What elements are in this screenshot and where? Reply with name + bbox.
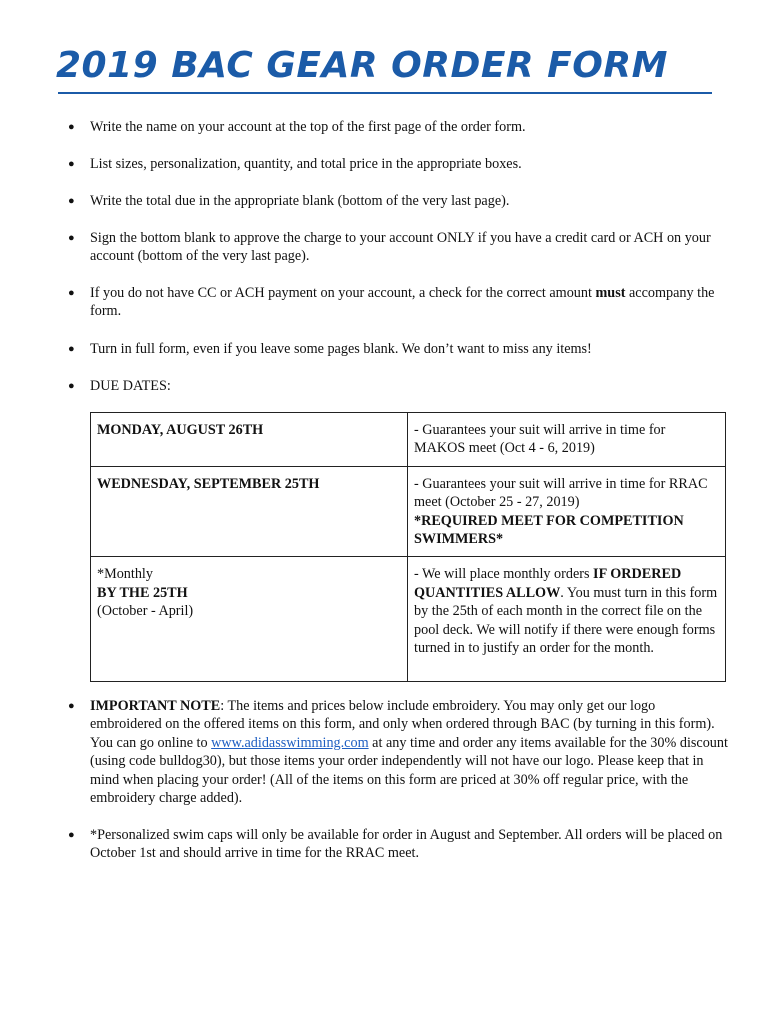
bullet-icon: ● <box>68 195 75 207</box>
bullet-icon: ● <box>68 121 75 133</box>
instruction-text: Write the total due in the appropriate blank (bottom of the very last page). <box>90 193 510 209</box>
table-row <box>91 557 726 682</box>
adidas-swimming-link[interactable]: www.adidasswimming.com <box>211 734 369 751</box>
due-date-description: - We will place monthly orders IF ORDERED QUANTITIES ALLOW. You must turn in this form by the 25th of each month in the correct file on the pool deck. We will notify if there were enough forms turned in to justify an order for the month. <box>408 557 726 682</box>
caps-note-text: *Personalized swim caps will only be available for order in August and September. All orders will be placed on October 1st and should arrive in time for the RRAC meet. <box>90 827 723 862</box>
due-date-cell: MONDAY, AUGUST 26TH <box>91 413 408 467</box>
due-dates-table <box>90 412 726 682</box>
due-dates-heading: DUE DATES: <box>90 378 171 394</box>
due-date-description: - Guarantees your suit will arrive in time for MAKOS meet (Oct 4 - 6, 2019) <box>408 413 726 467</box>
instruction-text: If you do not have CC or ACH payment on your account, a check for the correct amount must accompany the form. <box>90 285 715 320</box>
bullet-icon: ● <box>68 343 75 355</box>
due-date-cell: *Monthly BY THE 25TH (October - April) <box>91 557 408 682</box>
table-row <box>91 466 726 557</box>
instruction-text: Turn in full form, even if you leave some pages blank. We don’t want to miss any items! <box>90 341 592 357</box>
bullet-icon: ● <box>68 700 75 712</box>
bullet-icon: ● <box>68 380 75 392</box>
bullet-icon: ● <box>68 158 75 170</box>
due-date-cell: WEDNESDAY, SEPTEMBER 25TH <box>91 466 408 557</box>
bullet-icon: ● <box>68 829 75 841</box>
page-title: 2019 BAC GEAR ORDER FORM <box>56 45 668 86</box>
instruction-text: Write the name on your account at the top of the first page of the order form. <box>90 119 526 135</box>
table-row <box>91 413 726 467</box>
important-note-label: IMPORTANT NOTE <box>90 698 221 714</box>
instruction-text: Sign the bottom blank to approve the charge to your account ONLY if you have a credit card or ACH on your account (bottom of the very last page). <box>90 230 711 265</box>
bullet-icon: ● <box>68 232 75 244</box>
bullet-icon: ● <box>68 287 75 299</box>
due-date-description: - Guarantees your suit will arrive in time for RRAC meet (October 25 - 27, 2019) *REQUIRED MEET FOR COMPETITION SWIMMERS* <box>408 466 726 557</box>
title-underline <box>58 92 712 94</box>
instruction-text: List sizes, personalization, quantity, and total price in the appropriate boxes. <box>90 156 522 172</box>
